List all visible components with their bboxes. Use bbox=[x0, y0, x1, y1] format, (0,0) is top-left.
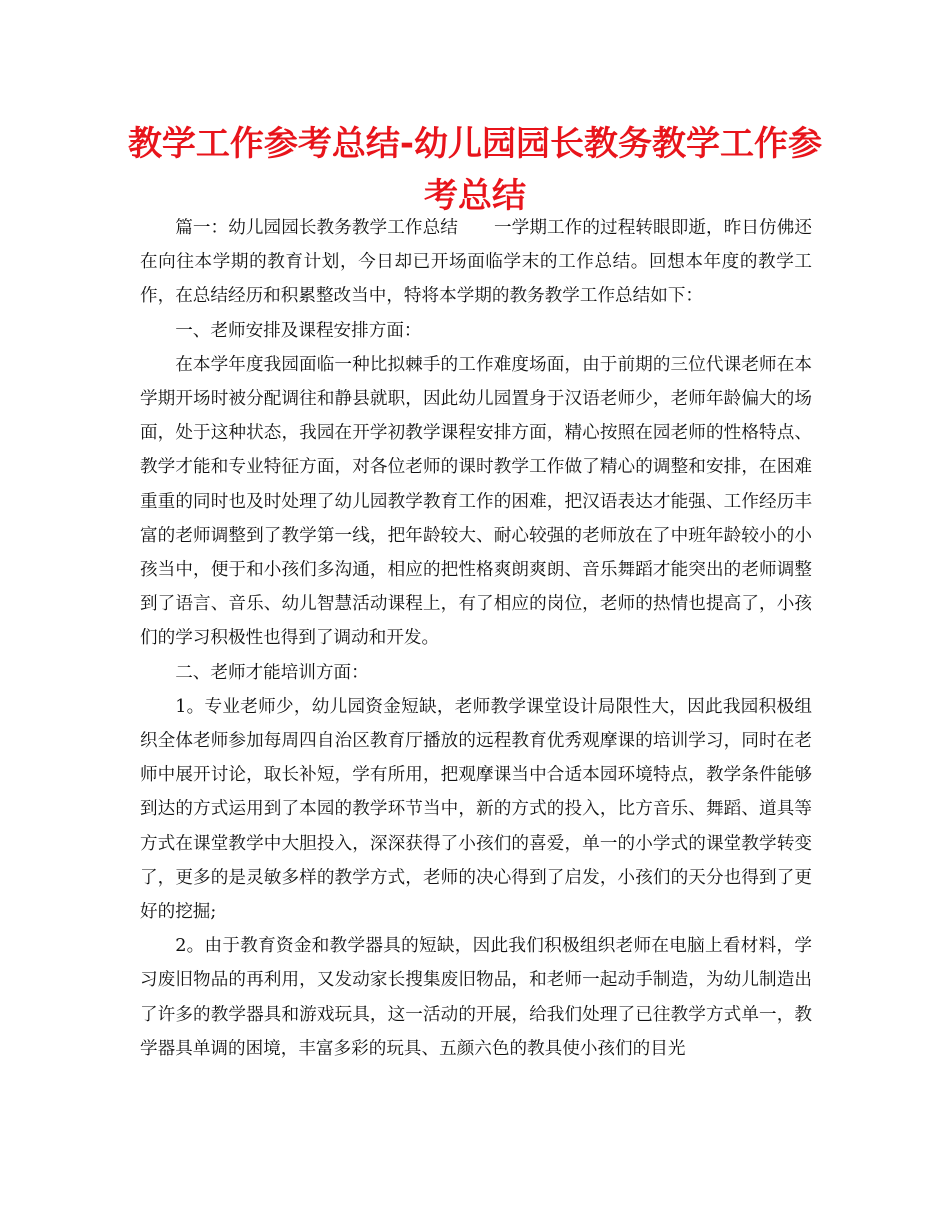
intro-label: 篇一：幼儿园园长教务教学工作总结 bbox=[175, 218, 458, 238]
section1-heading: 一、老师安排及课程安排方面： bbox=[175, 320, 422, 341]
section1-paragraph: 在本学年度我园面临一种比拟棘手的工作难度场面，由于前期的三位代课老师在本学期开场时被分配调往和静县就职，因此幼儿园置身于汉语老师少，老师年龄偏大的场面，处于这种状态，我园在开学初教学课程安排方面，精心按照在园老师的性格特点、教学才能和专业特征方面，对各位老师的课时教学工作做了精心的调整和安排，在困难重重的同时也及时处理了幼儿园教学教育工作的困难，把汉语表达才能强、工作经历丰富的老师调整到了教学第一线，把年龄较大、耐心较强的老师放在了中班年龄较小的小孩当中，便于和小孩们多沟通，相应的把性格爽朗爽朗、音乐舞蹈才能突出的老师调整到了语言、音乐、幼儿智慧活动课程上，有了相应的岗位，老师的热情也提高了，小孩们的学习积极性也得到了调动和开发。 bbox=[140, 354, 812, 649]
intro-text: 一学期工作的过程转眼即逝，昨日仿佛还在向往本学期的教育计划，今日却已开场面临学末的工作总结。回想本年度的教学工作，在总结经历和积累整改当中，特将本学期的教务教学工作总结如下： bbox=[140, 218, 812, 307]
section2-heading: 二、老师才能培训方面： bbox=[175, 662, 369, 683]
document-body bbox=[140, 211, 812, 1066]
item1-paragraph: 1。专业老师少，幼儿园资金短缺，老师教学课堂设计局限性大，因此我园积极组织全体老师参加每周四自治区教育厅播放的远程教育优秀观摩课的培训学习，同时在老师中展开讨论，取长补短，学有所用，把观摩课当中合适本园环境特点，教学条件能够到达的方式运用到了本园的教学环节当中，新的方式的投入，比方音乐、舞蹈、道具等方式在课堂教学中大胆投入，深深获得了小孩们的喜爱，单一的小学式的课堂教学转变了，更多的是灵敏多样的教学方式，老师的决心得到了启发，小孩们的天分也得到了更好的挖掘; bbox=[140, 696, 812, 923]
intro-paragraph bbox=[140, 211, 812, 314]
document-title: 教学工作参考总结-幼儿园园长教务教学工作参考总结 bbox=[127, 124, 823, 216]
item2-paragraph: 2。由于教育资金和教学器具的短缺，因此我们积极组织老师在电脑上看材料，学习废旧物品的再利用，又发动家长搜集废旧物品，和老师一起动手制造，为幼儿制造出了许多的教学器具和游戏玩具，这一活动的开展，给我们处理了已往教学方式单一，教学器具单调的困境，丰富多彩的玩具、五颜六色的教具使小孩们的目光 bbox=[140, 936, 812, 1059]
